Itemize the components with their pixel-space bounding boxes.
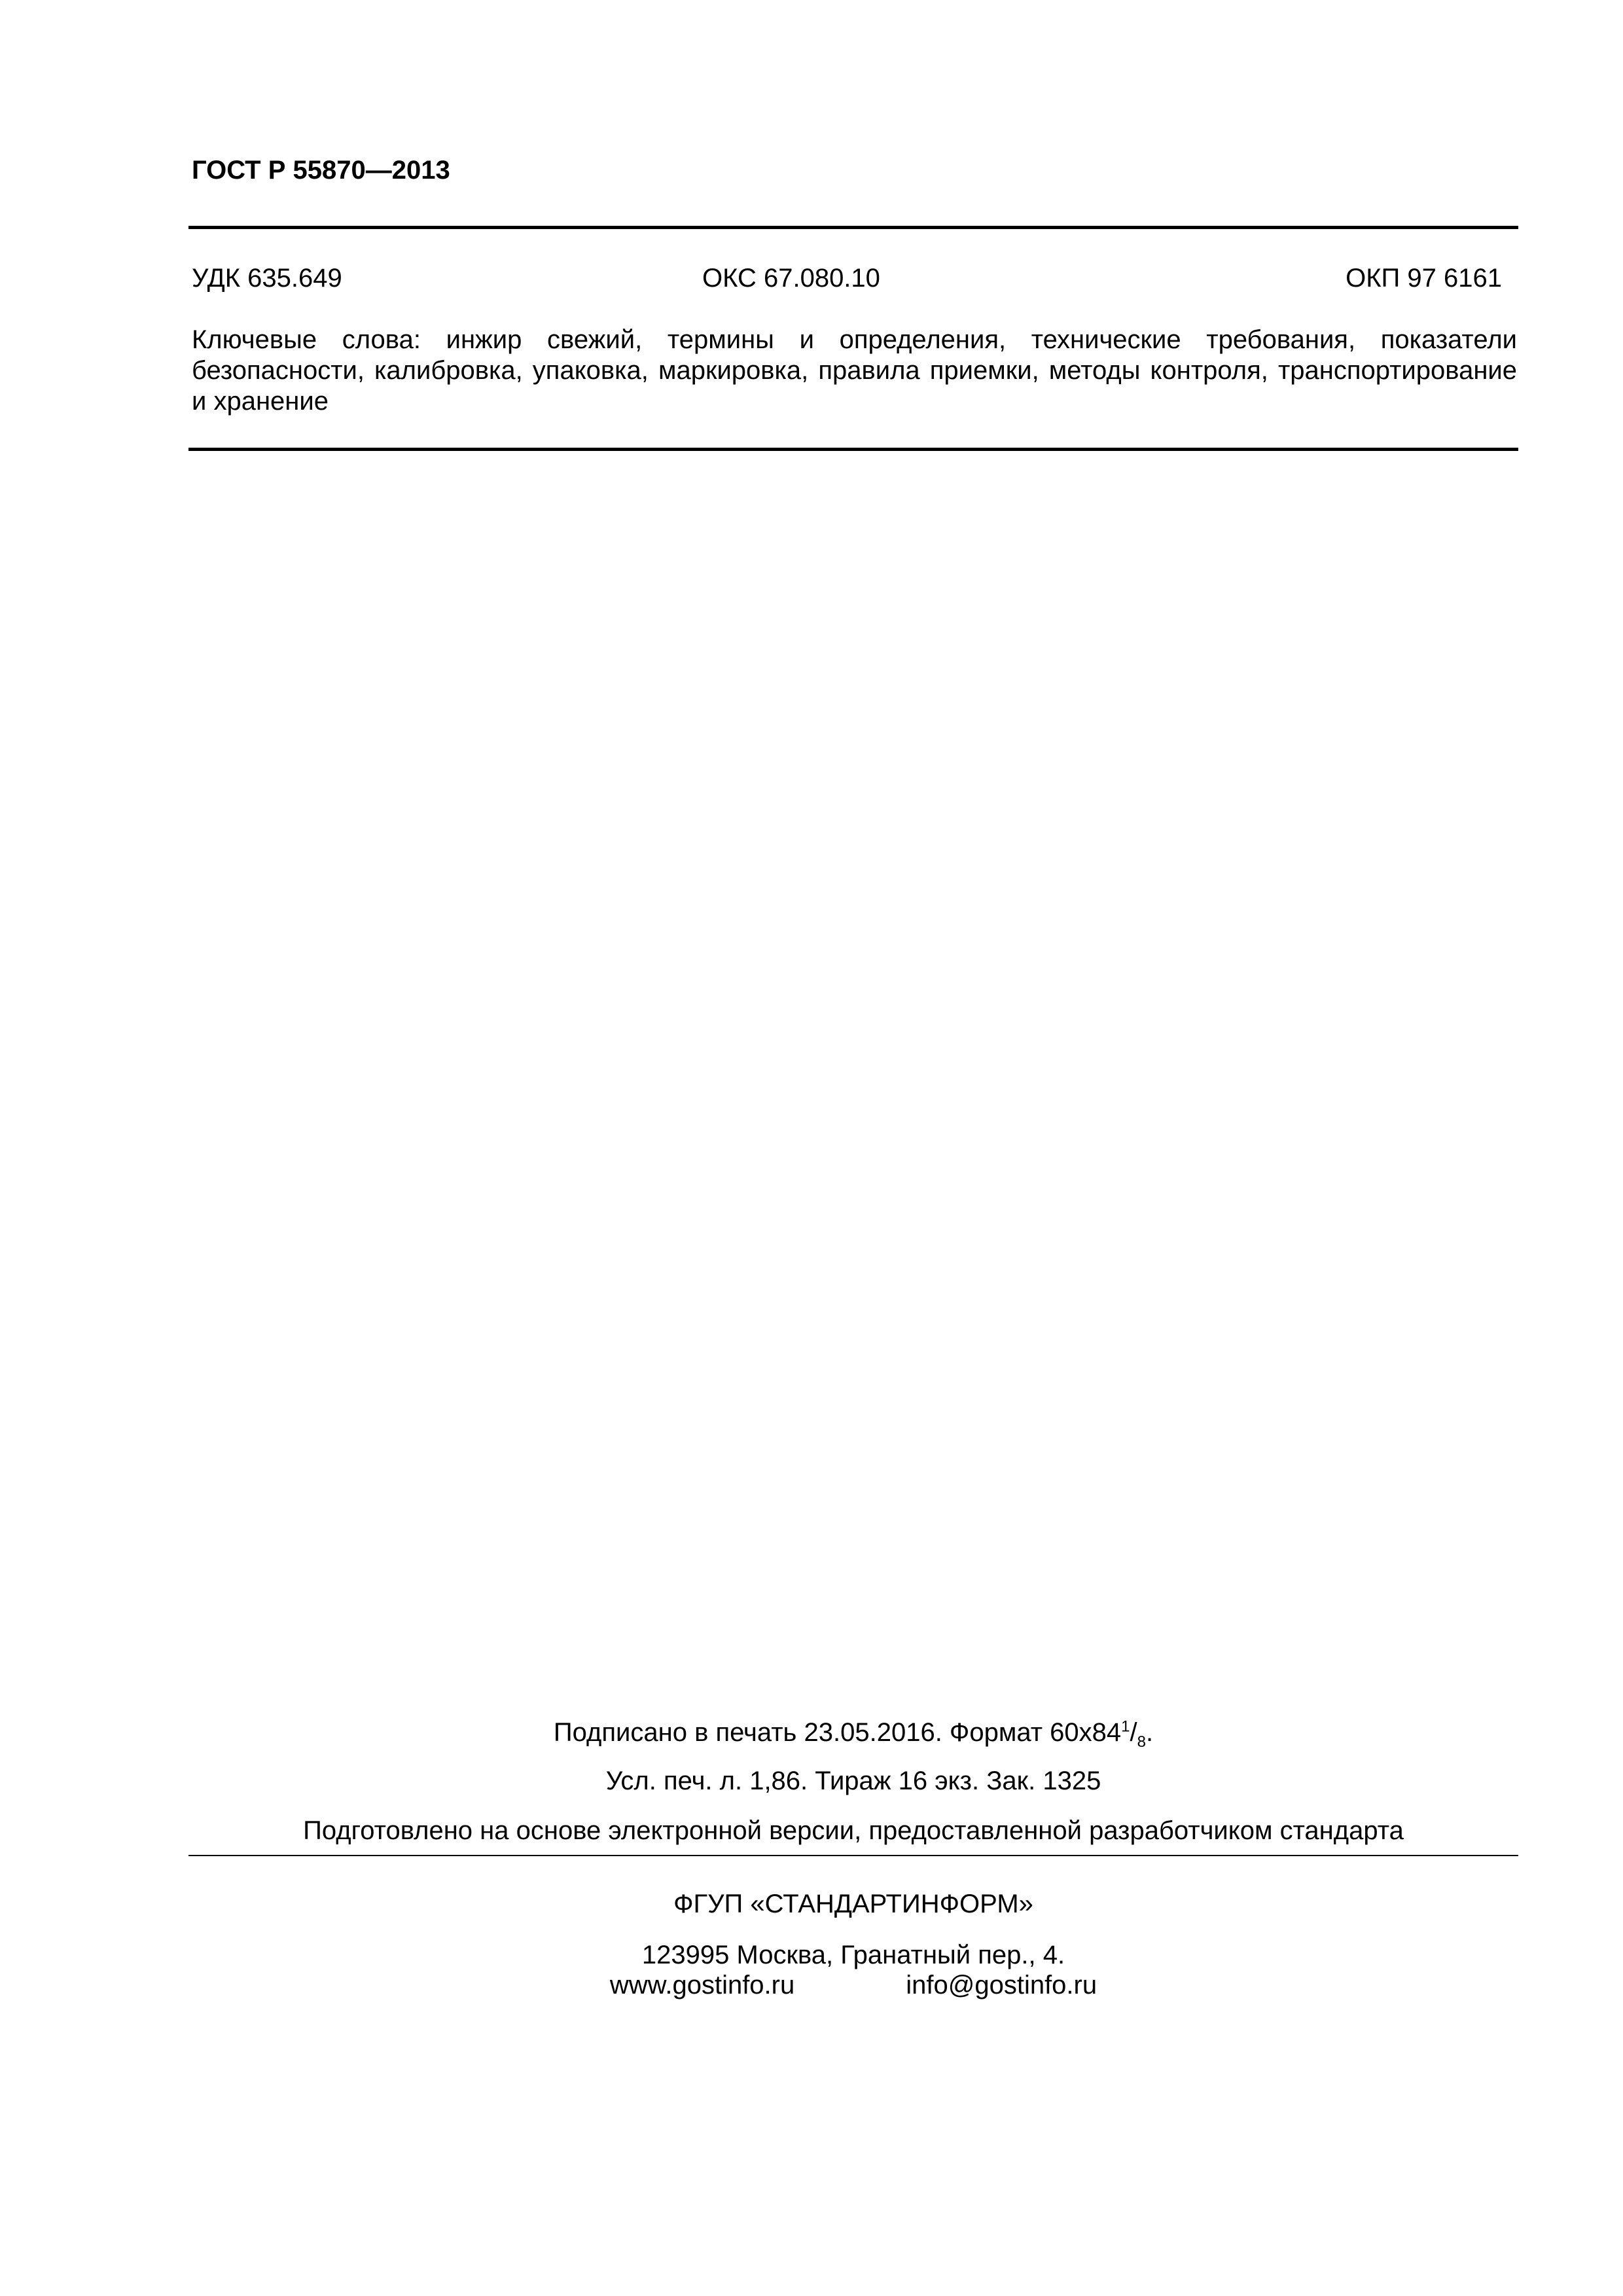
classification-row — [192, 260, 1502, 296]
imprint-divider — [188, 1855, 1518, 1856]
publisher-name: ФГУП «СТАНДАРТИНФОРМ» — [673, 1890, 1033, 1918]
signed-text: Подписано в печать 23.05.2016. Формат 60х84 — [553, 1718, 1122, 1747]
document-id: ГОСТ Р 55870—2013 — [192, 156, 450, 185]
publisher-address: 123995 Москва, Гранатный пер., 4. — [641, 1941, 1065, 1969]
website-link[interactable]: www.gostinfo.ru — [609, 1971, 795, 2000]
format-separator: / — [1130, 1718, 1137, 1747]
keywords-divider — [188, 448, 1518, 451]
udk-code: УДК 635.649 — [192, 264, 342, 293]
signed-to-print-line — [188, 1715, 1518, 1750]
top-divider — [188, 226, 1518, 229]
format-denominator: 8 — [1137, 1733, 1146, 1751]
okp-code: ОКП 97 6161 — [1346, 264, 1502, 293]
publisher-contacts — [188, 1967, 1518, 2003]
prepared-note: Подготовлено на основе электронной версии, предоставленной разработчиком стандарта — [303, 1816, 1404, 1845]
print-info-line: Усл. печ. л. 1,86. Тираж 16 экз. Зак. 1325 — [605, 1767, 1101, 1795]
oks-code: ОКС 67.080.10 — [702, 264, 880, 293]
format-numerator: 1 — [1121, 1717, 1130, 1736]
format-end: . — [1145, 1718, 1154, 1747]
keywords-paragraph: Ключевые слова: инжир свежий, термины и определения, технические требования, показатели безопасности, калибровка, упаковка, маркировка, правила приемки, методы контроля, транспортирование и хранение — [192, 325, 1517, 416]
email-link[interactable]: info@gostinfo.ru — [906, 1971, 1097, 2000]
